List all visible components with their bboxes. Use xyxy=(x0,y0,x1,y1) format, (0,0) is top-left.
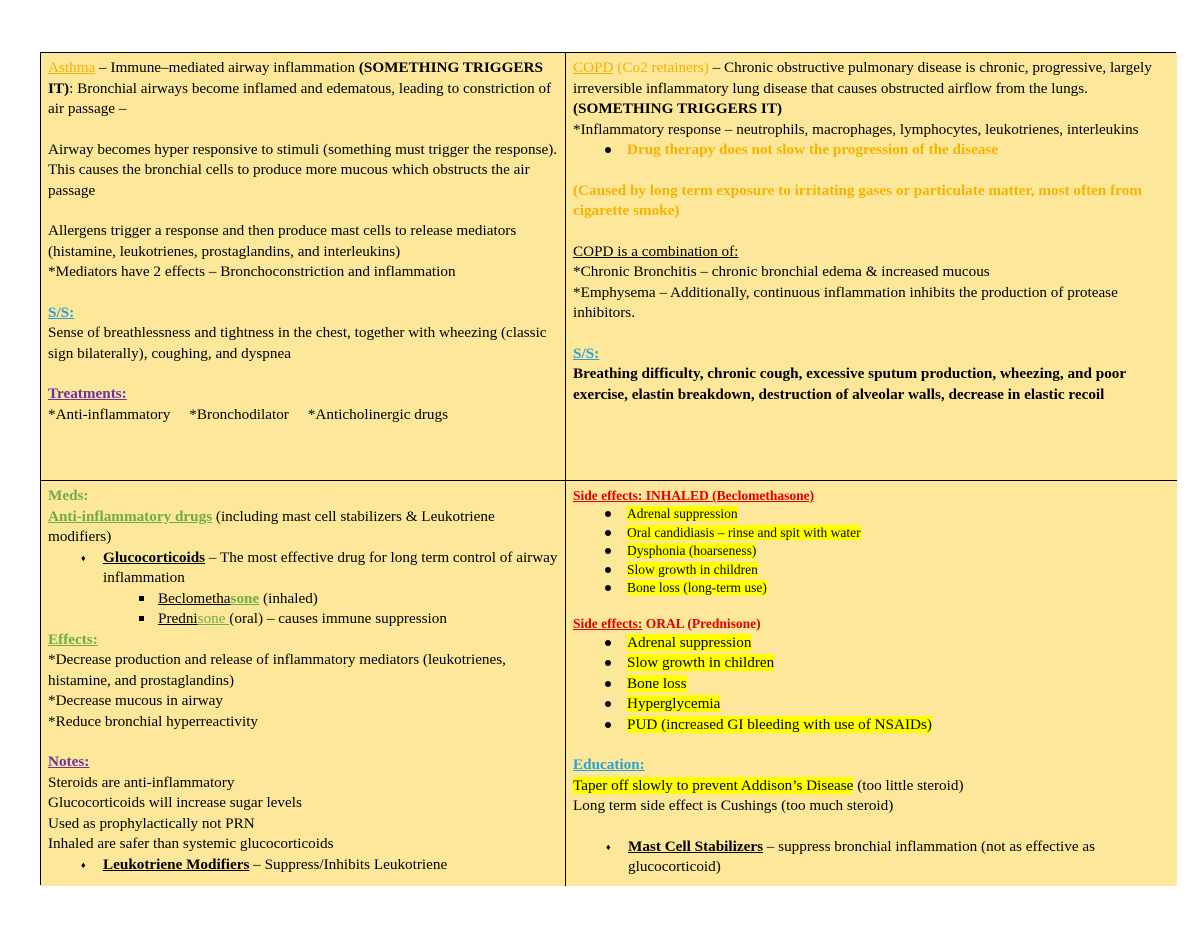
leukotriene-modifiers-item xyxy=(48,855,558,876)
copd-title: COPD xyxy=(573,59,614,76)
copd-bullet-list xyxy=(573,140,1170,161)
mast-cell-stabilizers-item xyxy=(573,837,1170,878)
copd-def-a: – Chronic obstructive pulmonary disease is chronic, progressive, largely irreversible inflammatory lung disease that causes obstructed airflow from the lungs. xyxy=(573,59,1152,97)
oral-item xyxy=(573,694,1170,715)
anti-inflammatory-line xyxy=(48,507,558,548)
asthma-para2: Airway becomes hyper responsive to stimuli (something must trigger the response). This causes the bronchial cells to produce more mucous which obstructs the air passage xyxy=(48,140,558,199)
effect-2: *Decrease mucous in airway xyxy=(48,692,224,709)
mast-label: Mast Cell Stabilizers xyxy=(628,837,763,855)
pred-a: Predni xyxy=(158,610,198,627)
oral-label-b: ORAL (Prednisone) xyxy=(642,615,761,631)
inhaled-item-text: Dysphonia (hoarseness) xyxy=(627,543,757,558)
anti-inflammatory-text: (including mast cell stabilizers & Leukotriene modifiers) xyxy=(48,507,495,545)
inhaled-item-text: Oral candidiasis – rinse and spit with water xyxy=(627,524,861,540)
asthma-cell xyxy=(41,53,566,481)
side-effects-cell xyxy=(566,481,1177,886)
inhaled-side-effects-label: Side effects: INHALED (Beclomethasone) xyxy=(573,488,815,503)
oral-item-text: Adrenal suppression xyxy=(627,633,752,651)
education-1-rest: (too little steroid) xyxy=(853,776,964,794)
asthma-title: Asthma xyxy=(48,59,96,76)
note-1: Steroids are anti-inflammatory xyxy=(48,773,235,791)
copd-drug-therapy-bullet: Drug therapy does not slow the progression of the disease xyxy=(573,140,1170,161)
asthma-def-a: – Immune–mediated airway inflammation xyxy=(95,59,359,76)
education-1 xyxy=(573,776,1170,797)
note-4: Inhaled are safer than systemic glucocorticoids xyxy=(48,835,334,852)
education-label: Education: xyxy=(573,756,645,773)
meds-cell xyxy=(41,481,566,886)
asthma-para4: *Mediators have 2 effects – Bronchoconstriction and inflammation xyxy=(48,263,456,280)
oral-side-effects-list xyxy=(573,633,1170,736)
copd-combo-label: COPD is a combination of: xyxy=(573,242,739,260)
gluco-list xyxy=(48,548,558,589)
effects-label: Effects: xyxy=(48,630,98,648)
leuko-text: – Suppress/Inhibits Leukotriene xyxy=(249,855,448,873)
copd-combo2: *Emphysema – Additionally, continuous inflammation inhibits the production of protease inhibitors. xyxy=(573,283,1118,321)
pred-c: (oral) – causes immune suppression xyxy=(229,610,447,627)
mast-text: – suppress bronchial inflammation (not as effective as glucocorticoid) xyxy=(628,837,1096,875)
glucocorticoids-label: Glucocorticoids xyxy=(103,548,206,566)
beclo-suffix: sone xyxy=(230,589,260,607)
oral-item-text: Bone loss xyxy=(627,674,687,692)
effect-3: *Reduce bronchial hyperreactivity xyxy=(48,712,259,730)
inhaled-item xyxy=(573,579,1170,598)
copd-ss-label: S/S: xyxy=(573,344,600,362)
inhaled-item xyxy=(573,524,1170,543)
inhaled-item-text: Adrenal suppression xyxy=(627,506,738,521)
asthma-para3: Allergens trigger a response and then produce mast cells to release mediators (histamine, leukotrienes, prostaglandins, and interleukins) xyxy=(48,222,517,260)
copd-trigger: (SOMETHING TRIGGERS IT) xyxy=(573,100,783,117)
inhaled-item-text: Slow growth in children xyxy=(627,561,758,577)
oral-side-effects-label xyxy=(573,614,1170,633)
leuko-label: Leukotriene Modifiers xyxy=(103,855,250,873)
beclo-c: (inhaled) xyxy=(259,589,318,607)
note-3: Used as prophylactically not PRN xyxy=(48,814,255,832)
copd-cause: (Caused by long term exposure to irritating gases or particulate matter, most often from cigarette smoke) xyxy=(573,181,1142,219)
oral-item-text: Hyperglycemia xyxy=(627,695,721,712)
inhaled-item xyxy=(573,542,1170,561)
glucocorticoids-item xyxy=(48,548,558,589)
education-1-highlight: Taper off slowly to prevent Addison’s Disease xyxy=(573,776,854,794)
copd-inflammatory: *Inflammatory response – neutrophils, macrophages, lymphocytes, leukotrienes, interleukins xyxy=(573,120,1139,138)
asthma-definition xyxy=(48,58,558,120)
oral-item xyxy=(573,653,1170,674)
inhaled-item-text: Bone loss (long-term use) xyxy=(627,580,767,595)
copd-definition xyxy=(573,58,1170,120)
glucocorticoids-text: – The most effective drug for long term control of airway inflammation xyxy=(103,548,558,586)
asthma-trigger: (SOMETHING TRIGGERS IT) xyxy=(48,59,543,97)
asthma-ss-text: Sense of breathlessness and tightness in the chest, together with wheezing (classic sign bilaterally), coughing, and dyspnea xyxy=(48,324,547,362)
asthma-def-c: : Bronchial airways become inflamed and edematous, leading to constriction of air passage – xyxy=(48,79,552,117)
beclomethasone-item xyxy=(48,589,558,610)
asthma-treatments-text: *Anti-inflammatory *Bronchodilator *Anticholinergic drugs xyxy=(48,405,449,423)
oral-label-a: Side effects: xyxy=(573,615,643,631)
note-2: Glucocorticoids will increase sugar levels xyxy=(48,794,302,811)
copd-subtitle: (Co2 retainers) xyxy=(613,59,709,76)
oral-item xyxy=(573,674,1170,695)
copd-cell xyxy=(566,53,1177,481)
inhaled-side-effects-list xyxy=(573,505,1170,598)
prednisone-item xyxy=(48,609,558,630)
beclo-a: Beclometha xyxy=(158,589,231,607)
oral-item xyxy=(573,715,1170,736)
education-2: Long term side effect is Cushings (too much steroid) xyxy=(573,797,894,814)
mast-cell-list xyxy=(573,837,1170,878)
oral-item-text: Slow growth in children xyxy=(627,654,775,671)
inhaled-item xyxy=(573,505,1170,524)
copd-combo1: *Chronic Bronchitis – chronic bronchial edema & increased mucous xyxy=(573,263,990,280)
oral-item xyxy=(573,633,1170,654)
notes-label: Notes: xyxy=(48,753,90,770)
meds-label: Meds: xyxy=(48,487,89,504)
notes-table xyxy=(40,52,1176,885)
oral-item-text: PUD (increased GI bleeding with use of NSAIDs) xyxy=(627,715,932,733)
asthma-treatments-label: Treatments: xyxy=(48,385,127,402)
copd-ss-text: Breathing difficulty, chronic cough, excessive sputum production, wheezing, and poor exercise, elastin breakdown, destruction of alveolar walls, decrease in elastic recoil xyxy=(573,365,1126,403)
gluco-drug-list xyxy=(48,589,558,630)
asthma-ss-label: S/S: xyxy=(48,303,75,321)
effect-1: *Decrease production and release of inflammatory mediators (leukotrienes, histamine, and prostaglandins) xyxy=(48,651,506,689)
inhaled-item xyxy=(573,561,1170,580)
leuko-list xyxy=(48,855,558,876)
pred-suffix: sone xyxy=(197,610,230,627)
anti-inflammatory-label: Anti-inflammatory drugs xyxy=(48,507,213,525)
